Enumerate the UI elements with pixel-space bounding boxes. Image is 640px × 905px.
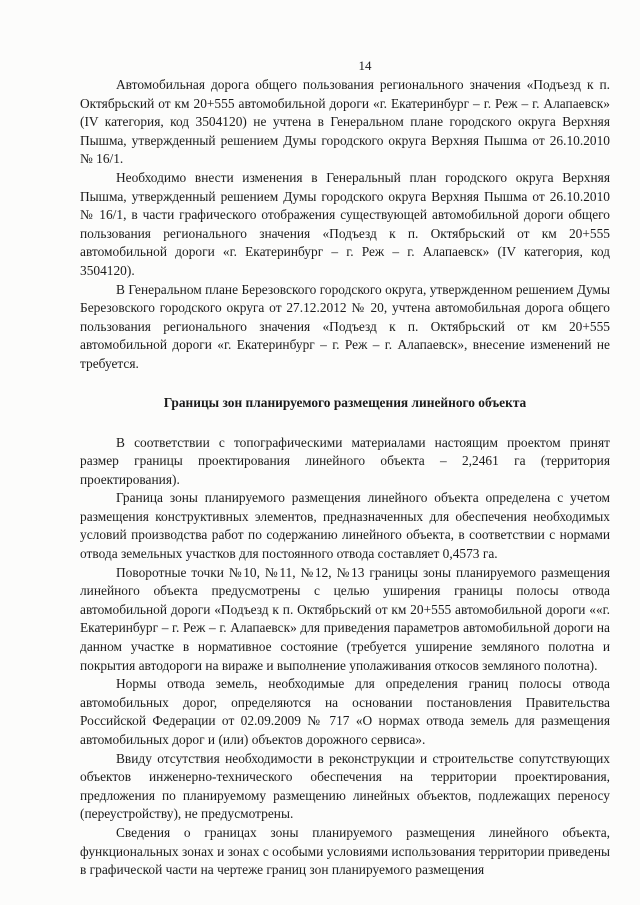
page-number: 14 bbox=[358, 58, 372, 73]
section-heading: Границы зон планируемого размещения линейного объекта bbox=[163, 394, 527, 410]
paragraph-no-relocation: Ввиду отсутствия необходимости в реконструкции и строительстве сопутствующих объектов инженерно-технического обеспечения на территории проектирования, предложения по планируемому размещению линейных объектов, подлежащих переносу (переустройству), не предусмотрены. bbox=[80, 750, 610, 822]
paragraph-berezovsky-plan: В Генеральном плане Березовского городского округа, утвержденном решением Думы Березовского городского округа от 27.12.2012 № 20, учтена автомобильная дорога общего пользования регионального значения «Подъезд к п. Октябрьский от км 20+555 автомобильной дороги «г. Екатеринбург – г. Реж – г. Алапаевск», внесение изменений не требуется. bbox=[80, 281, 610, 371]
paragraph-turning-points: Поворотные точки №10, №11, №12, №13 границы зоны планируемого размещения линейного объекта предусмотрены с целью уширения границы полосы отвода автомобильной дороги «Подъезд к п. Октябрьский от км 20+555 автомобильной дороги ««г. Екатеринбург – г. Реж – г. Алапаевск» для приведения параметров автомобильной дороги на данном участке в нормативное состояние (требуется уширение земляного полотна и покрытия автодороги на вираже и выполнение уполаживания откосов земляного полотна). bbox=[80, 564, 610, 673]
paragraph-zone-boundary: Граница зоны планируемого размещения линейного объекта определена с учетом размещения конструктивных элементов, предназначенных для обеспечения необходимых условий производства работ по содержанию линейного объекта, в соответствии с нормами отвода земельных участков для постоянного отвода составляет 0,4573 га. bbox=[80, 490, 610, 562]
paragraph-road-not-included: Автомобильная дорога общего пользования регионального значения «Подъезд к п. Октябрьский от км 20+555 автомобильной дороги «г. Екатеринбург – г. Реж – г. Алапаевск» (IV категория, код 3504120) не учтена в Генеральном плане городского округа Верхняя Пышма, утвержденный решением Думы городского округа Верхняя Пышма от 26.10.2010 № 16/1. bbox=[80, 77, 610, 167]
paragraph-graphic-part: Сведения о границах зоны планируемого размещения линейного объекта, функциональных зонах и зонах с особыми условиями использования территории приведены в графической части на чертеже границ зон планируемого размещения bbox=[80, 824, 610, 878]
paragraph-design-boundary: В соответствии с топографическими материалами настоящим проектом принят размер границы проектирования линейного объекта – 2,2461 га (территория проектирования). bbox=[80, 434, 610, 487]
paragraph-allotment-norms: Нормы отвода земель, необходимые для определения границ полосы отвода автомобильных дорог, определяются на основании постановления Правительства Российской Федерации от 02.09.2009 № 717 «О нормах отвода земель для размещения автомобильных дорог и (или) объектов дорожного сервиса». bbox=[80, 676, 610, 747]
paragraph-changes-required: Необходимо внести изменения в Генеральный план городского округа Верхняя Пышма, утвержденный решением Думы городского округа Верхняя Пышма от 26.10.2010 № 16/1, в части графического отображения существующей автомобильной дороги общего пользования регионального значения «Подъезд к п. Октябрьский от км 20+555 автомобильной дороги «г. Екатеринбург – г. Реж – г. Алапаевск» (IV категория, код 3504120). bbox=[80, 169, 610, 278]
